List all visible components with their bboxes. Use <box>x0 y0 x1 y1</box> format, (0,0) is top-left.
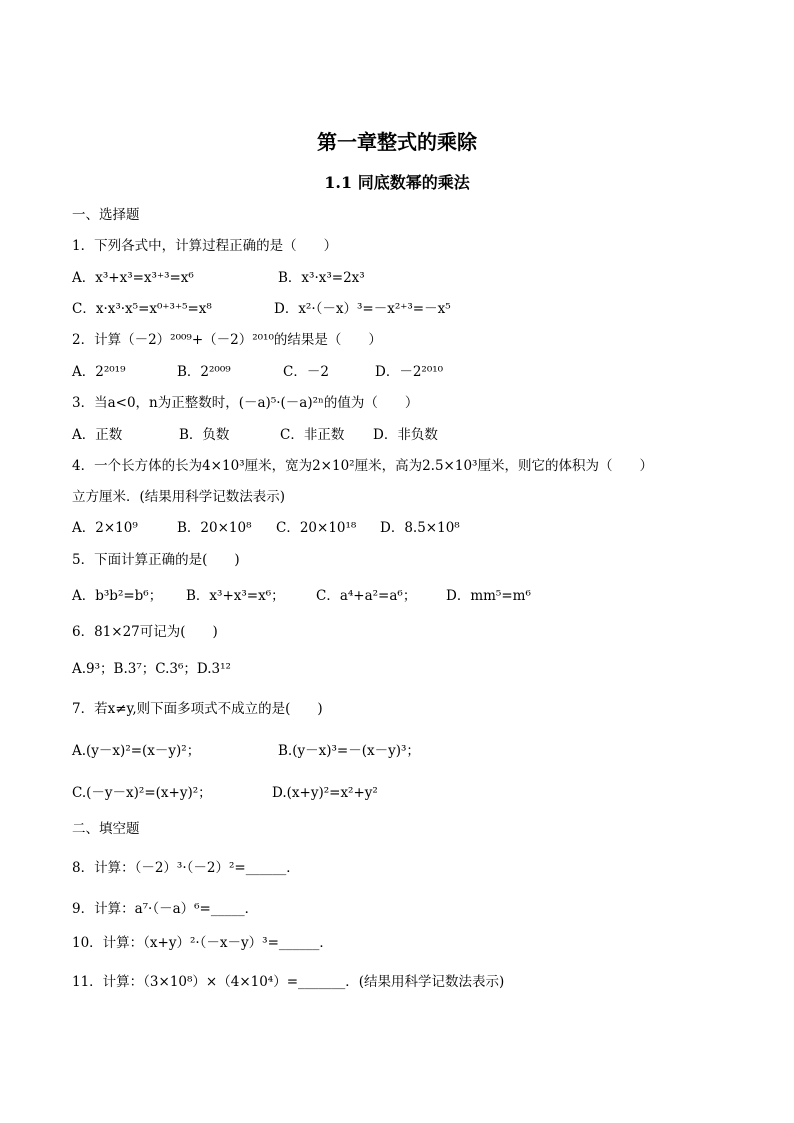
q5-option-a: A．b³b²=b⁶； <box>72 588 163 604</box>
q4-stem-continued: 立方厘米．(结果用科学记数法表示) <box>72 489 286 505</box>
page-title: 第一章整式的乘除 <box>317 130 477 154</box>
q4-stem: 4．一个长方体的长为4×10³厘米，宽为2×10²厘米，高为2.5×10³厘米，则它的体积为（ ） <box>72 458 653 474</box>
q3-option-a: A．正数 <box>72 427 123 443</box>
q4-option-c: C．20×10¹⁸ <box>276 520 357 536</box>
section-heading-choice: 一、选择题 <box>72 207 140 223</box>
q1-option-c: C．x·x³·x⁵=x⁰⁺³⁺⁵=x⁸ <box>72 301 212 317</box>
q2-option-a: A．2²⁰¹⁹ <box>72 364 126 380</box>
section-heading-fill: 二、填空题 <box>72 821 140 837</box>
q8: 8．计算：（－2）³·（－2）²=______． <box>72 860 300 876</box>
q3-option-c: C．非正数 <box>280 427 345 443</box>
q7-option-c: C.(－y－x)²=(x+y)²； <box>72 785 212 801</box>
q10: 10．计算：（x+y）²·（－x－y）³=______． <box>72 935 333 951</box>
q7-option-d: D.(x+y)²=x²+y² <box>272 785 378 801</box>
q3-stem: 3．当a<0，n为正整数时，(－a)⁵·(－a)²ⁿ的值为（ ） <box>72 395 419 411</box>
q7-option-b: B.(y－x)³=－(x－y)³； <box>278 743 420 759</box>
q2-option-b: B．2²⁰⁰⁹ <box>177 364 231 380</box>
q5-option-b: B．x³+x³=x⁶； <box>186 588 285 604</box>
page-subtitle: 1.1 同底数幂的乘法 <box>324 173 470 192</box>
q1-option-d: D．x²·（－x）³=－x²⁺³=－x⁵ <box>274 301 451 317</box>
q4-option-d: D．8.5×10⁸ <box>380 520 460 536</box>
q1-option-a: A．x³+x³=x³⁺³=x⁶ <box>72 270 194 286</box>
q9: 9．计算：a⁷·（－a）⁶=_____． <box>72 901 259 917</box>
q6-stem: 6．81×27可记为( ) <box>72 624 218 640</box>
q6-options: A.9³；B.3⁷；C.3⁶；D.3¹² <box>72 661 231 677</box>
q1-stem: 1．下列各式中，计算过程正确的是（ ） <box>72 238 338 254</box>
q4-option-b: B．20×10⁸ <box>177 520 252 536</box>
q3-option-d: D．非负数 <box>373 427 438 443</box>
q5-option-c: C．a⁴+a²=a⁶； <box>316 588 417 604</box>
q7-stem: 7．若x≠y,则下面多项式不成立的是( ) <box>72 701 323 717</box>
q7-option-a: A.(y－x)²=(x－y)²； <box>72 743 201 759</box>
q3-option-b: B．负数 <box>179 427 230 443</box>
q2-stem: 2．计算（－2）²⁰⁰⁹+（－2）²⁰¹⁰的结果是（ ） <box>72 332 382 348</box>
q5-stem: 5．下面计算正确的是( ) <box>72 552 240 568</box>
q5-option-d: D．mm⁵=m⁶ <box>446 588 531 604</box>
q2-option-d: D．－2²⁰¹⁰ <box>375 364 444 380</box>
q4-option-a: A．2×10⁹ <box>72 520 138 536</box>
q1-option-b: B．x³·x³=2x³ <box>278 270 365 286</box>
q11: 11．计算：（3×10⁸）×（4×10⁴）=_______．(结果用科学记数法表示) <box>72 974 505 990</box>
q2-option-c: C．－2 <box>283 364 329 380</box>
